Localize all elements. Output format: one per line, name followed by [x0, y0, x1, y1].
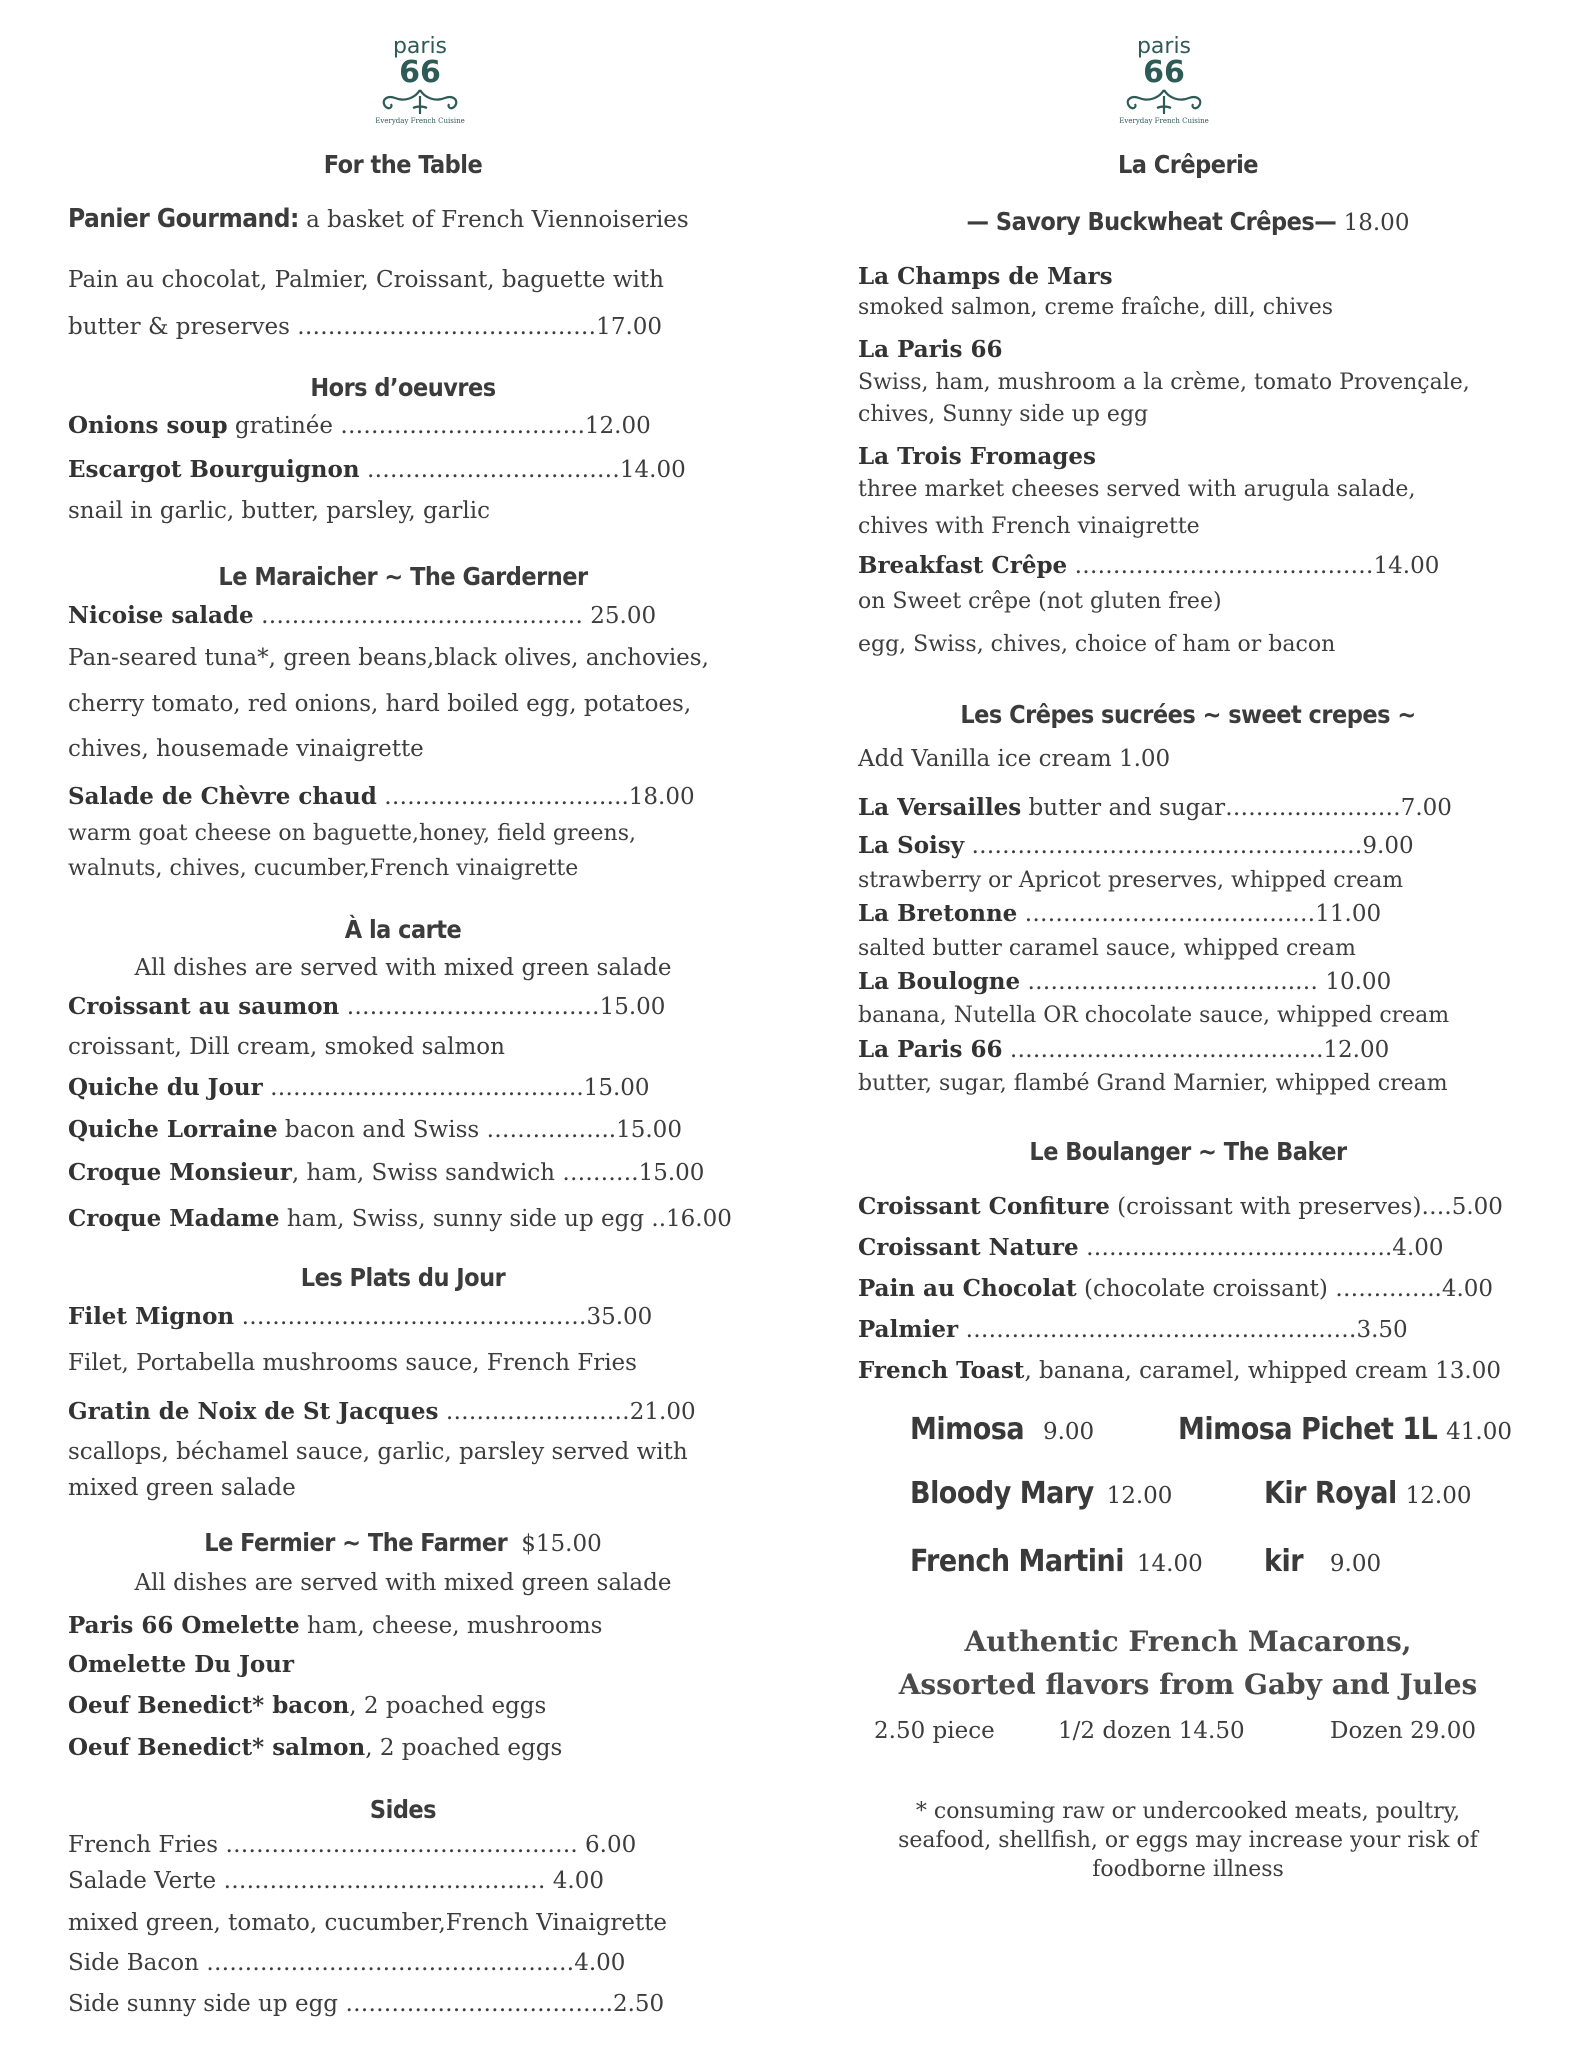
section-title-hors: Hors d’oeuvres [310, 373, 496, 402]
item-price: , banana, caramel, whipped cream 13.00 [1024, 1358, 1501, 1384]
menu-item-pain-chocolat [858, 1275, 1493, 1302]
section-title-for-the-table: For the Table [323, 150, 483, 179]
menu-item-quiche [68, 1074, 650, 1101]
logo-tagline: Everyday French Cuisine [1119, 117, 1209, 125]
menu-item-onions [68, 412, 651, 439]
item-price: ………………………………….4.00 [1078, 1235, 1444, 1261]
item-desc: three market cheeses served with arugula salade, [858, 477, 1416, 502]
drink-mimosa [910, 1412, 1094, 1447]
drink-kir [1264, 1544, 1381, 1579]
item-price: …………………………………14.00 [1067, 553, 1440, 579]
item-name: Paris 66 Omelette [68, 1612, 300, 1639]
menu-item-monsieur [68, 1159, 704, 1186]
section-title-sides: Sides [369, 1795, 437, 1824]
section-title-boulanger: Le Boulanger ~ The Baker [1029, 1137, 1347, 1166]
logo-paris-text: paris [392, 34, 448, 59]
drink-french-martini [910, 1544, 1203, 1579]
item-name: La Trois Fromages [858, 443, 1096, 470]
menu-item-filet [68, 1303, 652, 1330]
macarons-price-dozen: Dozen 29.00 [1330, 1718, 1476, 1744]
menu-item-bacon: Side Bacon …………………………………………4.00 [68, 1950, 626, 1976]
item-price: , ham, Swiss sandwich ……….15.00 [291, 1160, 705, 1186]
drink-name: kir [1264, 1544, 1304, 1579]
menu-item-madame [68, 1205, 732, 1232]
item-name: Filet Mignon [68, 1303, 235, 1330]
macarons-price-piece: 2.50 piece [874, 1718, 995, 1744]
item-name: Pain au Chocolat [858, 1275, 1077, 1302]
item-name: La Paris 66 [858, 1036, 1003, 1063]
menu-item-soisy [858, 832, 1414, 859]
menu-item-lorraine [68, 1116, 682, 1143]
item-name: Croissant Confiture [858, 1193, 1110, 1220]
item-price: …………………………..18.00 [376, 784, 695, 810]
item-name: Croque Monsieur [68, 1159, 292, 1186]
menu-item-champs [858, 263, 1113, 290]
section-title-creperie: La Crêperie [1117, 150, 1259, 179]
item-name: Omelette Du Jour [68, 1651, 295, 1678]
menu-item-confiture [858, 1193, 1503, 1220]
section-note: Add Vanilla ice cream 1.00 [858, 746, 1171, 772]
section-title-savory [858, 207, 1518, 236]
menu-item-french-toast [858, 1357, 1501, 1384]
section-title-maraicher: Le Maraicher ~ The Garderner [218, 562, 588, 591]
item-name: La Versailles [858, 794, 1022, 821]
macarons-price-half-dozen: 1/2 dozen 14.50 [1058, 1718, 1245, 1744]
section-title-text: Le Fermier ~ The Farmer [204, 1528, 508, 1557]
item-name: French Toast [858, 1357, 1025, 1384]
item-price: ……………………………………………3.50 [958, 1317, 1408, 1343]
item-name: Panier Gourmand: [68, 204, 299, 234]
item-desc: egg, Swiss, chives, choice of ham or bacon [858, 632, 1336, 657]
item-desc: chives with French vinaigrette [858, 514, 1200, 539]
item-desc: smoked salmon, creme fraîche, dill, chives [858, 295, 1334, 320]
item-name: Quiche Lorraine [68, 1116, 278, 1143]
section-subtitle: All dishes are served with mixed green salade [134, 955, 672, 981]
item-name: La Bretonne [858, 900, 1018, 927]
section-price: 18.00 [1336, 210, 1410, 236]
logo-number: 66 [399, 55, 441, 90]
drink-name: French Martini [910, 1544, 1124, 1579]
item-desc: mixed green, tomato, cucumber,French Vinaigrette [68, 1910, 668, 1936]
item-desc: , 2 poached eggs [349, 1693, 547, 1719]
menu-item-paris66-sweet [858, 1036, 1389, 1063]
item-price: butter and sugar…………..………7.00 [1021, 795, 1452, 821]
section-title-fermier [68, 1528, 738, 1557]
item-desc: snail in garlic, butter, parsley, garlic [68, 498, 490, 524]
health-notice: * consuming raw or undercooked meats, poultry, seafood, shellfish, or eggs may increase your risk of foodborne illness [898, 1799, 1478, 1882]
item-name: Salade de Chèvre chaud [68, 783, 377, 810]
item-name: Oeuf Benedict* bacon [68, 1692, 350, 1719]
menu-item-chevre [68, 783, 695, 810]
menu-item-escargot [68, 456, 686, 483]
section-subtitle: All dishes are served with mixed green salade [134, 1570, 672, 1596]
item-price: ham, Swiss, sunny side up egg ..16.00 [279, 1206, 732, 1232]
item-price: bacon and Swiss ……………..15.00 [277, 1117, 682, 1143]
menu-item-trois [858, 443, 1096, 470]
drink-price: 9.00 [1042, 1419, 1095, 1445]
macarons-title: Authentic French Macarons, [964, 1625, 1412, 1658]
drink-price: 12.00 [1405, 1483, 1472, 1509]
item-desc: Filet, Portabella mushrooms sauce, French Fries [68, 1350, 637, 1376]
item-price: (chocolate croissant) …………..4.00 [1076, 1276, 1494, 1302]
menu-item-palmier [858, 1316, 1408, 1343]
flourish-icon [375, 88, 465, 116]
drink-name: Mimosa Pichet 1L [1178, 1412, 1438, 1447]
item-desc: ham, cheese, mushrooms [299, 1613, 603, 1639]
flourish-icon [1119, 88, 1209, 116]
menu-item-boulogne [858, 968, 1391, 995]
menu-item-saumon [68, 993, 665, 1020]
item-price: ……………………..…………11.00 [1017, 901, 1382, 927]
menu-item-nicoise [68, 602, 656, 629]
item-price: …………………………………..15.00 [262, 1075, 650, 1101]
item-price: (croissant with preserves)….5.00 [1109, 1194, 1503, 1220]
item-name: La Paris 66 [858, 336, 1003, 363]
item-name: Gratin de Noix de St Jacques [68, 1398, 439, 1425]
drink-price: 14.00 [1136, 1551, 1203, 1577]
item-desc: walnuts, chives, cucumber,French vinaigrette [68, 856, 579, 881]
menu-item-egg: Side sunny side up egg ……………………………..2.50 [68, 1991, 665, 2017]
section-price: $15.00 [521, 1531, 602, 1557]
item-name: Palmier [858, 1316, 959, 1343]
drink-name: Mimosa [910, 1412, 1025, 1447]
item-name: Croissant au saumon [68, 993, 340, 1020]
item-desc: Pain au chocolat, Palmier, Croissant, baguette with [68, 267, 664, 293]
item-price: ……………………21.00 [438, 1399, 696, 1425]
item-price: ……………………………………………9.00 [964, 833, 1414, 859]
menu-item-breakfast [858, 552, 1439, 579]
item-price: ……………………………14.00 [359, 457, 686, 483]
drink-price: 9.00 [1329, 1551, 1382, 1577]
item-desc: warm goat cheese on baguette,honey, field greens, [68, 821, 636, 846]
logo-left [360, 36, 480, 125]
menu-item-benedict-salmon [68, 1734, 562, 1761]
item-desc: chives, housemade vinaigrette [68, 736, 424, 762]
item-price: gratinée …………………………..12.00 [227, 413, 651, 439]
drink-name: Kir Royal [1264, 1476, 1397, 1511]
item-name: Quiche du Jour [68, 1074, 263, 1101]
drink-kir-royal [1264, 1476, 1472, 1511]
item-desc: cherry tomato, red onions, hard boiled egg, potatoes, [68, 691, 692, 717]
item-desc: salted butter caramel sauce, whipped cream [858, 936, 1356, 961]
item-name: Croque Madame [68, 1205, 280, 1232]
item-desc: a basket of French Viennoiseries [298, 207, 689, 233]
drink-pichet [1178, 1412, 1512, 1447]
item-name: Escargot Bourguignon [68, 456, 360, 483]
menu-item-benedict-bacon [68, 1692, 546, 1719]
item-price: ……………………………15.00 [339, 994, 666, 1020]
drink-name: Bloody Mary [910, 1476, 1094, 1511]
section-title-carte: À la carte [344, 915, 462, 944]
item-price: ……………………………..… 10.00 [1020, 969, 1392, 995]
drink-bloody-mary [910, 1476, 1172, 1511]
item-desc: strawberry or Apricot preserves, whipped cream [858, 868, 1404, 893]
macarons-subtitle: Assorted flavors from Gaby and Jules [898, 1668, 1478, 1701]
section-title-sucrees: Les Crêpes sucrées ~ sweet crepes ~ [960, 700, 1416, 729]
item-desc: Pan-seared tuna*, green beans,black olives, anchovies, [68, 645, 709, 671]
item-price: …………………………………..12.00 [1002, 1037, 1390, 1063]
menu-item-verte: Salade Verte …………………………………… 4.00 [68, 1868, 604, 1894]
item-desc: butter & preserves …………………………………17.00 [68, 314, 663, 340]
menu-item-fries: French Fries ………………………………………. 6.00 [68, 1832, 637, 1858]
item-name: Nicoise salade [68, 602, 254, 629]
item-name: Croissant Nature [858, 1234, 1079, 1261]
menu-item-paris66 [858, 336, 1002, 363]
menu-item-panier [68, 204, 689, 234]
item-desc: , 2 poached eggs [365, 1735, 563, 1761]
menu-item-omelette-jour [68, 1651, 294, 1678]
item-name: La Champs de Mars [858, 263, 1113, 290]
logo-paris-text: paris [1136, 34, 1192, 59]
item-desc: Swiss, ham, mushroom a la crème, tomato Provençale, [858, 370, 1470, 395]
item-name: La Boulogne [858, 968, 1021, 995]
menu-item-omelette [68, 1612, 602, 1639]
item-price: ………………………………………35.00 [234, 1304, 653, 1330]
item-desc: mixed green salade [68, 1475, 296, 1501]
logo-number: 66 [1143, 55, 1185, 90]
drink-price: 41.00 [1446, 1419, 1513, 1445]
logo-right [1104, 36, 1224, 125]
section-title-text: — Savory Buckwheat Crêpes— [966, 207, 1337, 236]
item-name: Oeuf Benedict* salmon [68, 1734, 366, 1761]
menu-item-bretonne [858, 900, 1381, 927]
item-desc: on Sweet crêpe (not gluten free) [858, 589, 1222, 614]
menu-item-gratin [68, 1398, 696, 1425]
drink-price: 12.00 [1106, 1483, 1173, 1509]
item-name: Onions soup [68, 412, 228, 439]
section-title-plats: Les Plats du Jour [300, 1263, 506, 1292]
logo-tagline: Everyday French Cuisine [375, 117, 465, 125]
item-desc: chives, Sunny side up egg [858, 402, 1149, 427]
menu-item-versailles [858, 794, 1452, 821]
item-desc: scallops, béchamel sauce, garlic, parsley served with [68, 1439, 688, 1465]
item-name: Breakfast Crêpe [858, 552, 1068, 579]
item-desc: banana, Nutella OR chocolate sauce, whipped cream [858, 1003, 1450, 1028]
item-desc: croissant, Dill cream, smoked salmon [68, 1034, 505, 1060]
menu-item-nature [858, 1234, 1444, 1261]
item-name: La Soisy [858, 832, 965, 859]
item-price: …………………………………… 25.00 [253, 603, 657, 629]
item-desc: butter, sugar, flambé Grand Marnier, whipped cream [858, 1071, 1448, 1096]
